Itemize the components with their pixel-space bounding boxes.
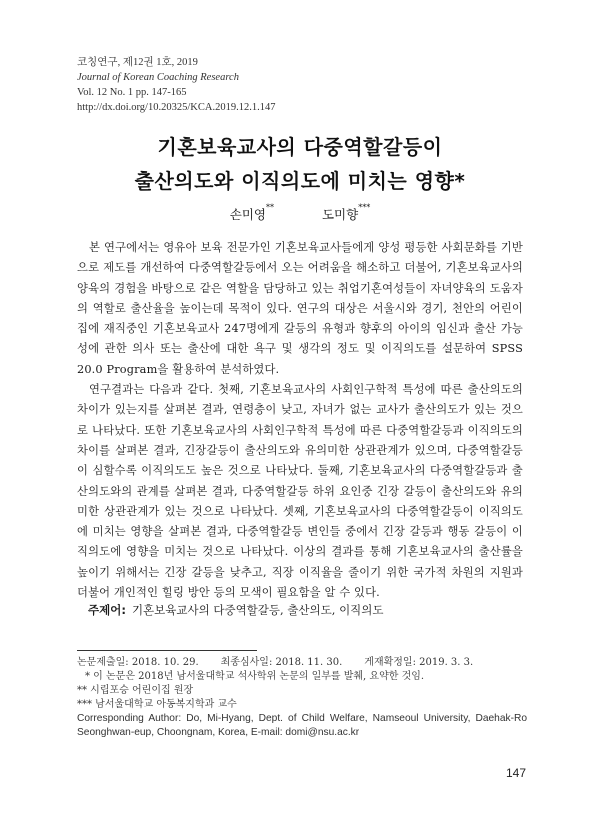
page-number: 147 <box>506 766 527 780</box>
journal-header <box>77 55 275 115</box>
footnote-divider <box>77 650 257 651</box>
footnote-1: * 이 논문은 2018년 남서울대학교 석사학위 논문의 일부를 발췌, 요약한 것임. <box>85 671 425 682</box>
author-2-mark: *** <box>358 203 371 212</box>
author-1 <box>230 205 274 223</box>
author-2-name: 도미향 <box>321 207 359 222</box>
footnote-2: ** 시립포승 어린이집 원장 <box>77 685 194 696</box>
received-date: 논문제출일: 2018. 10. 29. <box>77 657 199 668</box>
keywords-text: 기혼보육교사의 다중역할갈등, 출산의도, 이직의도 <box>131 603 384 617</box>
abstract <box>77 238 523 603</box>
footnote-3: *** 남서울대학교 아동복지학과 교수 <box>77 699 237 710</box>
paper-title <box>0 130 600 198</box>
keywords <box>88 602 528 618</box>
journal-korean-citation: 코칭연구, 제12권 1호, 2019 <box>77 57 198 68</box>
footnotes <box>77 656 527 740</box>
author-1-mark: ** <box>266 203 274 212</box>
author-1-name: 손미영 <box>229 207 266 222</box>
abstract-paragraph-1: 본 연구에서는 영유아 보육 전문가인 기혼보육교사들에게 양성 평등한 사회문화를 기반으로 제도를 개선하여 다중역할갈등에서 오는 어려움을 해소하고 더불어, 기혼보육교사의 양육의 경험을 바탕으로 같은 역할을 담당하고 있는 취업기혼여성들이 자녀양육의 도움자의 역할로 출산율을 높이는데 목적이 있다. 연구의 대상은 서울시와 경기, 천안의 어린이집에 재직중인 기혼보육교사 247명에게 갈등의 유형과 향후의 아이의 임신과 출산 가능성에 관한 의사 또는 출산에 대한 욕구 및 생각의 정도 및 이직의도를 설문하여 SPSS 20.0 Program을 활용하여 분석하였다. <box>77 241 523 376</box>
author-list <box>0 205 600 223</box>
title-line-1: 기혼보육교사의 다중역할갈등이 <box>157 135 443 159</box>
abstract-paragraph-2: 연구결과는 다음과 같다. 첫째, 기혼보육교사의 사회인구학적 특성에 따른 출산의도의 차이가 있는지를 살펴본 결과, 연령층이 낮고, 자녀가 없는 교사가 출산의도가 있는 것으로 나타났다. 또한 기혼보육교사의 사회인구학적 특성에 따른 다중역할갈등과 이직의도의 차이를 살펴본 결과, 긴장갈등이 출산의도와 유의미한 상관관계가 있으며, 다중역할갈등이 심할수록 이직의도도 높은 것으로 나타났다. 둘째, 기혼보육교사의 다중역할갈등과 출산의도와의 관계를 살펴본 결과, 다중역할갈등 하위 요인중 긴장 갈등이 출산의도와 유의미한 상관관계가 있는 것으로 나타났다. 셋째, 기혼보육교사의 다중역할갈등이 이직의도에 미치는 영향을 살펴본 결과, 다중역할갈등 변인들 중에서 긴장 갈등과 행동 갈등이 이직의도에 영향을 미치는 것으로 나타났다. 이상의 결과를 통해 기혼보육교사의 출산률을 높이기 위해서는 긴장 갈등을 낮추고, 직장 이직율을 줄이기 위한 국가적 차원의 지원과 더불어 개인적인 힐링 방안 등의 모색이 필요함을 알 수 있다. <box>77 383 523 600</box>
journal-english-title: Journal of Korean Coaching Research <box>77 72 239 83</box>
author-2 <box>322 205 370 223</box>
journal-doi: http://dx.doi.org/10.20325/KCA.2019.12.1.147 <box>77 102 276 113</box>
title-line-2: 출산의도와 이직의도에 미치는 영향* <box>134 169 466 193</box>
revised-date: 최종심사일: 2018. 11. 30. <box>220 657 343 668</box>
accepted-date: 게재확정일: 2019. 3. 3. <box>364 657 474 668</box>
keywords-label: 주제어: <box>88 603 126 617</box>
corresponding-author: Corresponding Author: Do, Mi-Hyang, Dept. of Child Welfare, Namseoul University, Daehak-Ro Seonghwan-eup, Choongnam, Korea, E-mail: domi@nsu.ac.kr <box>77 713 527 738</box>
submission-dates <box>77 656 527 670</box>
journal-volume: Vol. 12 No. 1 pp. 147-165 <box>77 87 187 98</box>
